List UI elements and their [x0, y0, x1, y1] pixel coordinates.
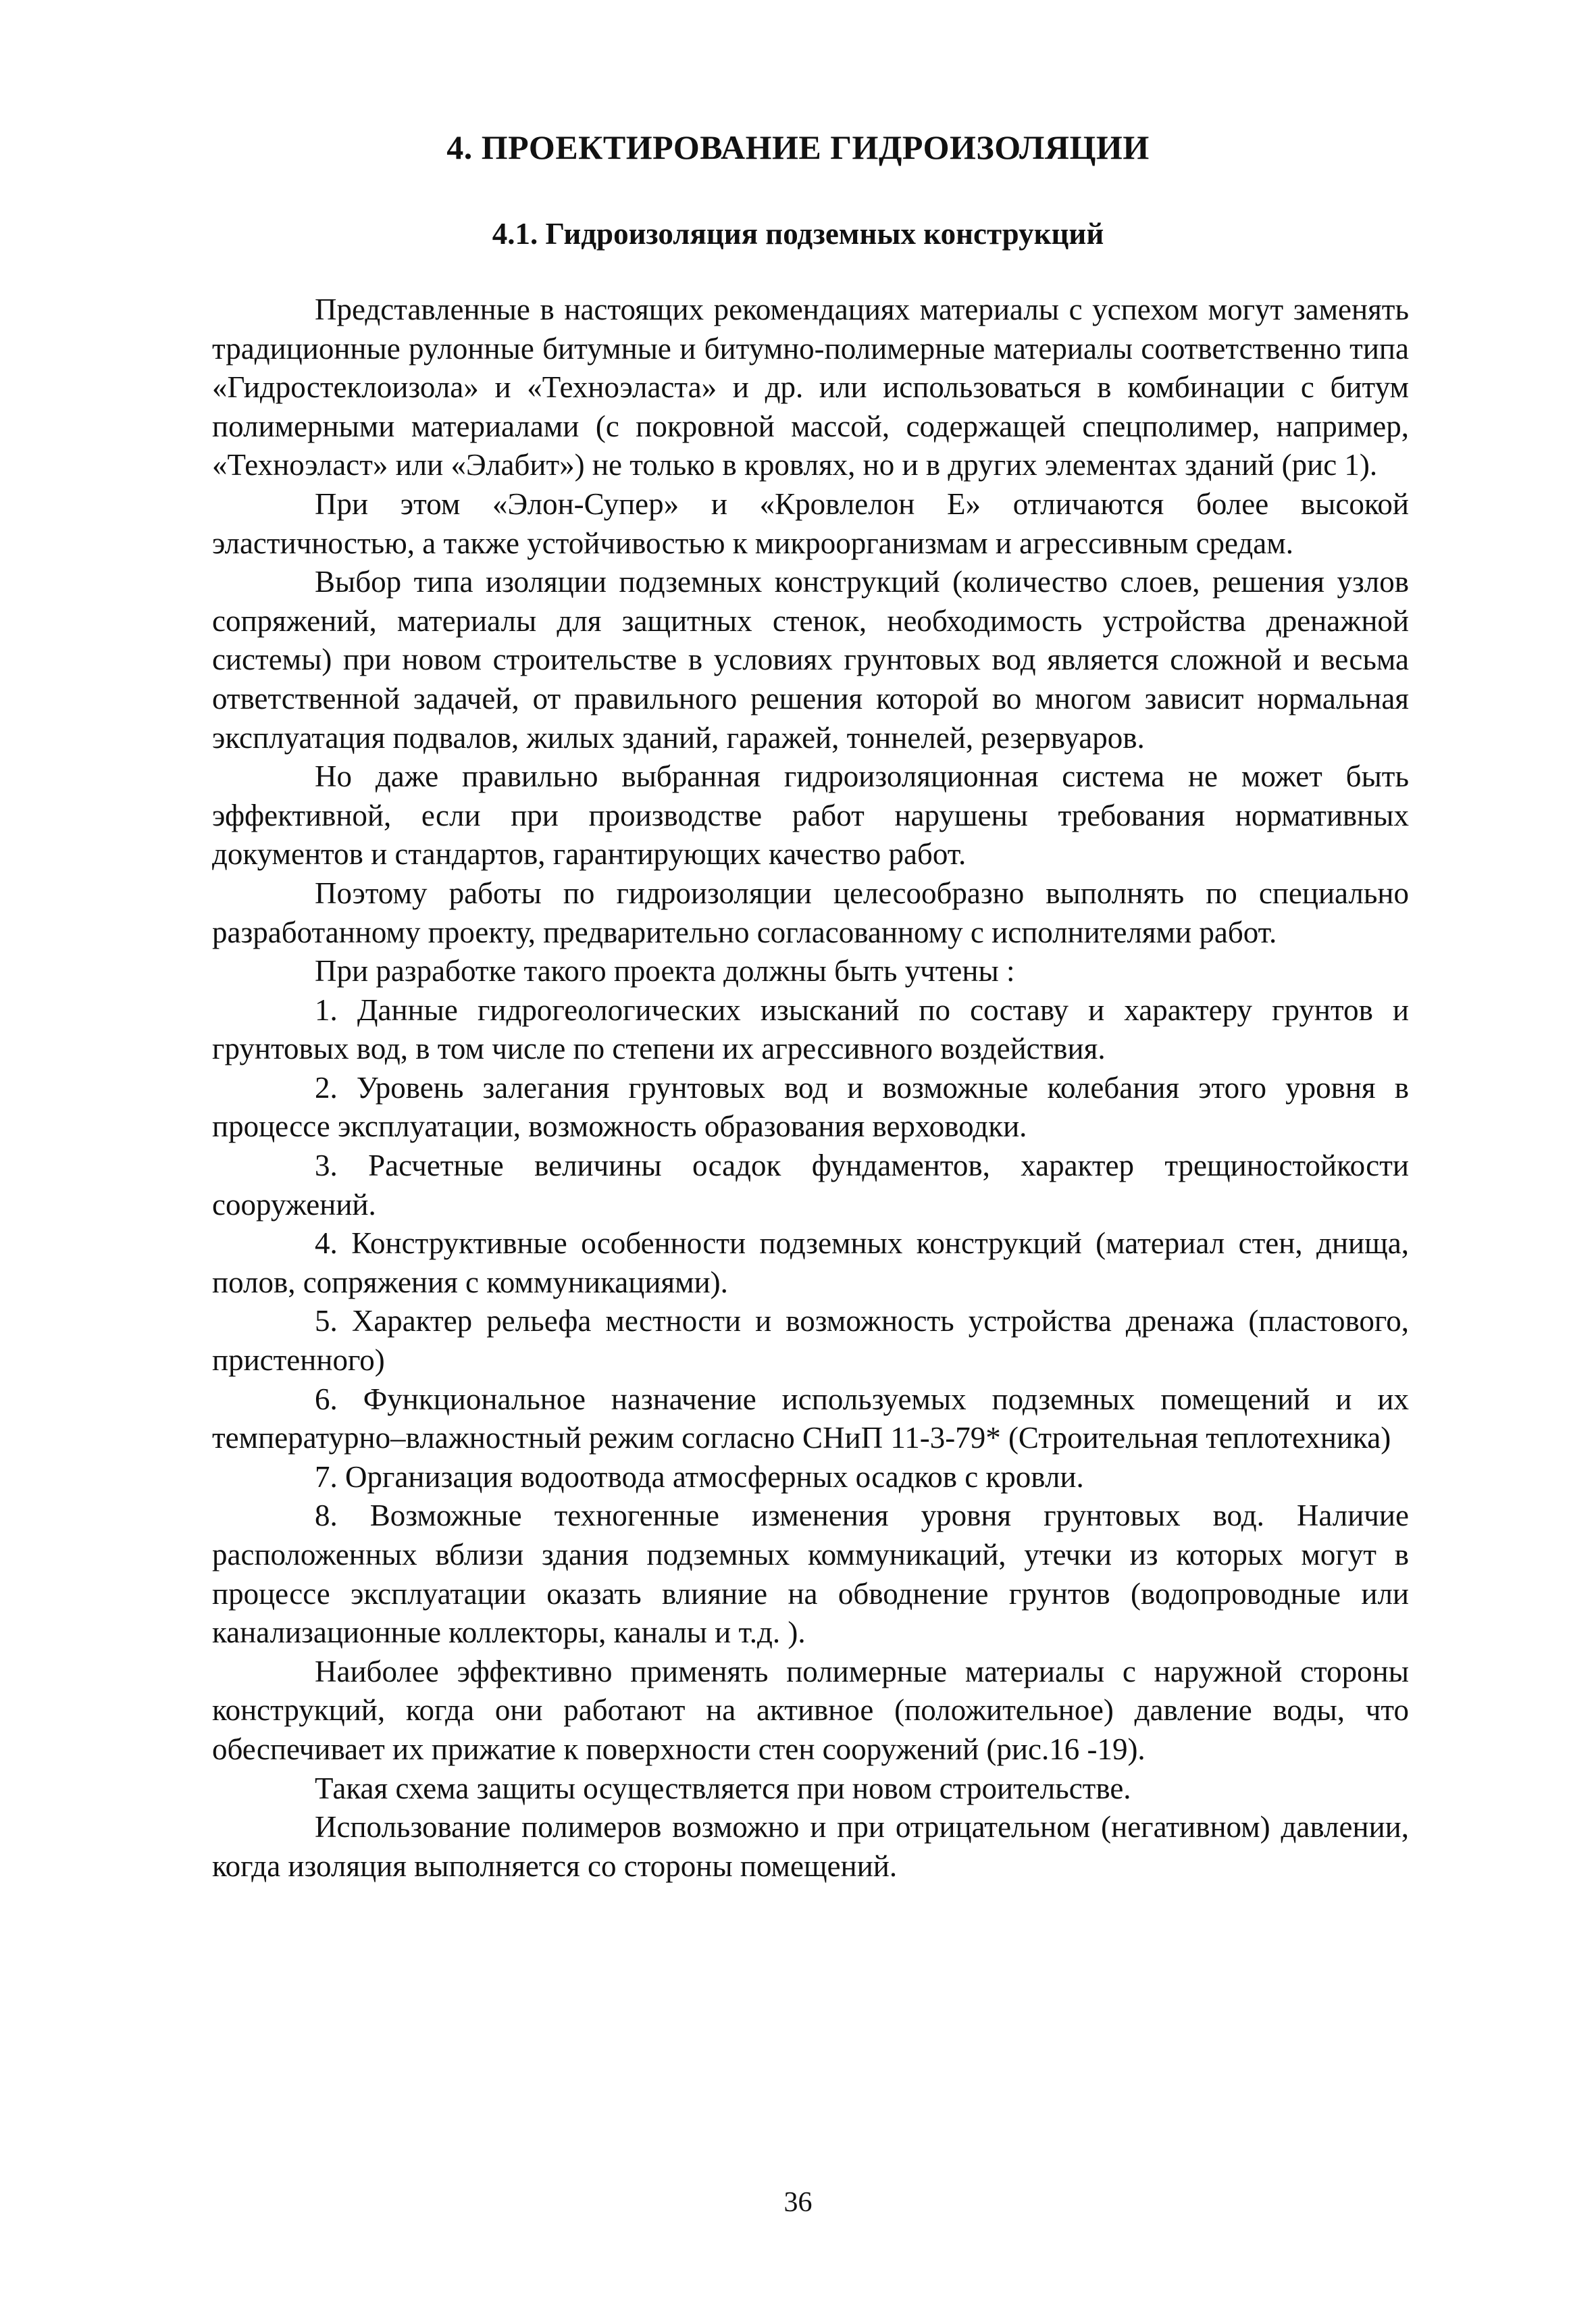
paragraph: Поэтому работы по гидроизоляции целесообразно выполнять по специально разработанному проекту, предварительно согласованному с исполнителями работ.: [212, 876, 1409, 949]
list-item: 8. Возможные техногенные изменения уровня грунтовых вод. Наличие расположенных вблизи здания подземных коммуникаций, утечки из которых могут в процессе эксплуатации оказать влияние на обводнение грунтов (водопроводные или канализационные коллекторы, каналы и т.д. ).: [212, 1499, 1409, 1650]
list-item: 1. Данные гидрогеологических изысканий по составу и характеру грунтов и грунтовых вод, в том числе по степени их агрессивного воздействия.: [212, 992, 1409, 1066]
list-item: 7. Организация водоотвода атмосферных осадков с кровли.: [315, 1459, 1084, 1494]
paragraph: Выбор типа изоляции подземных конструкций (количество слоев, решения узлов сопряжений, материалы для защитных стенок, необходимость устройства дренажной системы) при новом строительстве в условиях грунтовых вод является сложной и весьма ответственной задачей, от правильного решения которой во многом зависит нормальная эксплуатация подвалов, жилых зданий, гаражей, тоннелей, резервуаров.: [212, 565, 1409, 755]
list-item: 3. Расчетные величины осадок фундаментов, характер трещиностойкости сооружений.: [212, 1149, 1409, 1222]
paragraph: Наиболее эффективно применять полимерные материалы с наружной стороны конструкций, когда они работают на активное (положительное) давление воды, что обеспечивает их прижатие к поверхности стен сооружений (рис.16 -19).: [212, 1654, 1409, 1766]
paragraph: Но даже правильно выбранная гидроизоляционная система не может быть эффективной, если при производстве работ нарушены требования нормативных документов и стандартов, гарантирующих качество работ.: [212, 759, 1409, 872]
list-item: 2. Уровень залегания грунтовых вод и возможные колебания этого уровня в процессе эксплуатации, возможность образования верховодки.: [212, 1070, 1409, 1144]
paragraph: При разработке такого проекта должны быть учтены :: [315, 954, 1015, 988]
section-heading: 4. ПРОЕКТИРОВАНИЕ ГИДРОИЗОЛЯЦИИ: [446, 128, 1150, 166]
list-item: 6. Функциональное назначение используемых подземных помещений и их температурно–влажностный режим согласно СНиП 11-3-79* (Строительная теплотехника): [212, 1382, 1409, 1455]
paragraph: Использование полимеров возможно и при отрицательном (негативном) давлении, когда изоляция выполняется со стороны помещений.: [212, 1810, 1409, 1883]
list-item: 5. Характер рельефа местности и возможность устройства дренажа (пластового, пристенного): [212, 1304, 1409, 1378]
subsection-heading: 4.1. Гидроизоляция подземных конструкций: [492, 217, 1104, 251]
paragraph: Такая схема защиты осуществляется при новом строительстве.: [315, 1771, 1131, 1805]
page-number: 36: [783, 2187, 813, 2218]
paragraph: Представленные в настоящих рекомендациях материалы с успехом могут заменять традиционные рулонные битумные и битумно-полимерные материалы соответственно типа «Гидростеклоизола» и «Техноэласта» и др. или использоваться в комбинации с битум полимерными материалами (с покровной массой, содержащей спецполимер, например, «Техноэласт» или «Элабит») не только в кровлях, но и в других элементах зданий (рис 1).: [212, 293, 1409, 482]
paragraph: При этом «Элон-Супер» и «Кровлелон Е» отличаются более высокой эластичностью, а также устойчивостью к микроорганизмам и агрессивным средам.: [212, 486, 1409, 560]
body-text: [212, 291, 1409, 1886]
list-item: 4. Конструктивные особенности подземных конструкций (материал стен, днища, полов, сопряжения с коммуникациями).: [212, 1226, 1409, 1299]
